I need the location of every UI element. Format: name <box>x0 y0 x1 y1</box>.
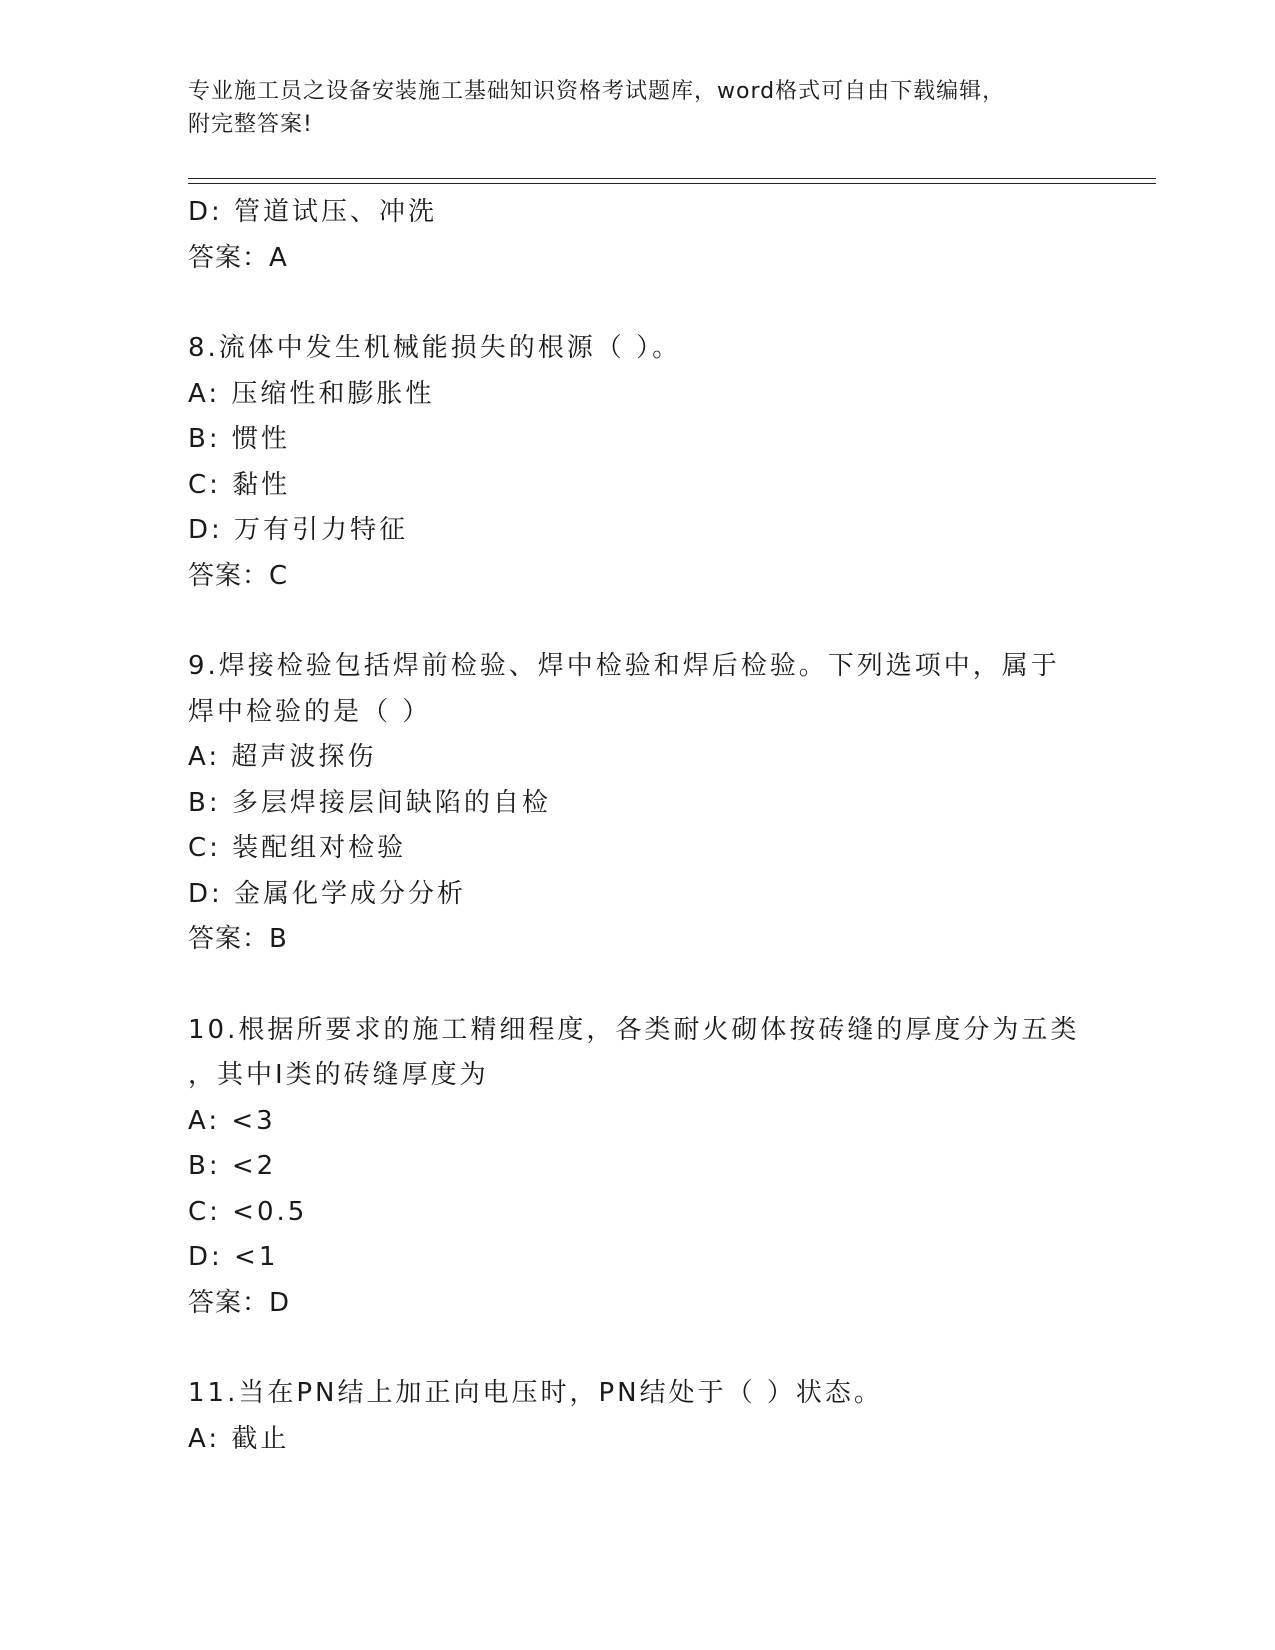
option-d: D: <1 <box>188 1242 279 1272</box>
option-a: A: 压缩性和膨胀性 <box>188 378 435 409</box>
question-list <box>188 190 1108 1462</box>
question-10 <box>188 1008 1108 1327</box>
answer-line: 答案：A <box>188 242 288 273</box>
answer-line: 答案：B <box>188 924 288 954</box>
option-c: C: 黏性 <box>188 469 291 500</box>
option-a: A: 超声波探伤 <box>188 742 377 772</box>
option-d: D: 管道试压、冲洗 <box>188 197 438 227</box>
question-stem-line-2: 焊中检验的是（ ） <box>188 696 432 727</box>
option-a: A: 截止 <box>188 1423 290 1454</box>
option-b: B: <2 <box>188 1151 277 1181</box>
question-8 <box>188 326 1108 599</box>
header-divider-bottom <box>188 183 1156 184</box>
option-c: C: 装配组对检验 <box>188 833 407 863</box>
question-stem-line-2: ，其中Ⅰ类的砖缝厚度为 <box>188 1060 489 1090</box>
header-line-2: 附完整答案! <box>188 112 313 137</box>
question-stem-line-1: 9.焊接检验包括焊前检验、焊中检验和焊后检验。下列选项中，属于 <box>188 651 1060 681</box>
document-header <box>188 75 1088 141</box>
question-11 <box>188 1371 1108 1462</box>
option-a: A: <3 <box>188 1105 276 1136</box>
question-stem-line-1: 10.根据所要求的施工精细程度，各类耐火砌体按砖缝的厚度分为五类 <box>188 1014 1080 1045</box>
option-d: D: 金属化学成分分析 <box>188 878 467 909</box>
answer-line: 答案：C <box>188 560 289 591</box>
option-b: B: 多层焊接层间缺陷的自检 <box>188 787 551 818</box>
question-7-continued <box>188 190 1108 281</box>
option-c: C: <0.5 <box>188 1196 308 1227</box>
header-line-1: 专业施工员之设备安装施工基础知识资格考试题库，word格式可自由下载编辑， <box>188 79 1006 104</box>
header-divider-top <box>188 178 1156 179</box>
question-stem: 8.流体中发生机械能损失的根源（ ）。 <box>188 333 682 363</box>
answer-line: 答案：D <box>188 1287 291 1318</box>
option-d: D: 万有引力特征 <box>188 515 409 545</box>
question-9 <box>188 644 1108 963</box>
option-b: B: 惯性 <box>188 424 290 454</box>
question-stem: 11.当在PN结上加正向电压时，PN结处于（ ）状态。 <box>188 1378 883 1408</box>
